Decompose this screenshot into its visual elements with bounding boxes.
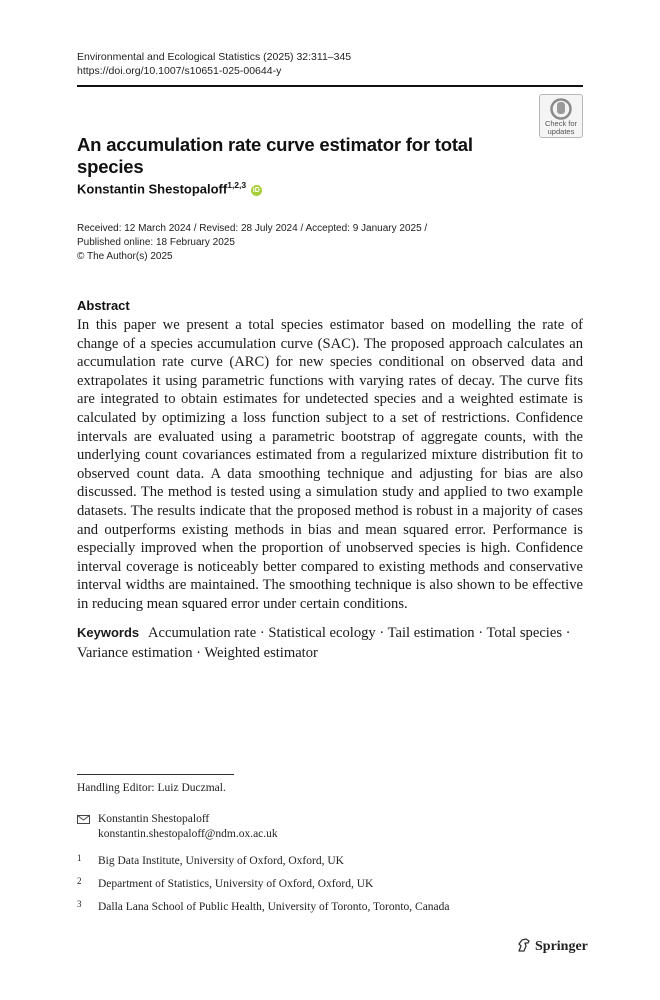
article-history: [77, 222, 427, 264]
springer-horse-icon: [516, 937, 532, 953]
footnote-rule: [77, 774, 234, 775]
orcid-icon[interactable]: iD: [252, 187, 260, 195]
journal-citation: Environmental and Ecological Statistics (2025) 32:311–345: [77, 51, 352, 63]
keywords-heading: Keywords: [77, 625, 140, 640]
author-affiliation-marks: 1,2,3: [227, 180, 247, 190]
affiliation-text: Department of Statistics, University of Oxford, Oxford, UK: [98, 878, 374, 890]
publisher-name: Springer: [535, 939, 588, 954]
check-updates-icon: [548, 98, 574, 120]
handling-editor: Handling Editor: Luiz Duczmal.: [77, 782, 226, 794]
keywords-list: Accumulation rate · Statistical ecology · Tail estimation · Total species · Variance estimation · Weighted estimator: [77, 625, 571, 661]
springer-logo: [516, 937, 588, 955]
affiliation-number: 2: [77, 876, 82, 886]
history-published: Published online: 18 February 2025: [77, 237, 235, 248]
author-name[interactable]: Konstantin Shestopaloff: [77, 181, 228, 197]
check-for-updates-badge[interactable]: [539, 94, 583, 138]
affiliation-number: 3: [77, 899, 82, 909]
journal-header: [77, 50, 351, 78]
affiliation-number: 1: [77, 853, 82, 863]
history-received: Received: 12 March 2024 / Revised: 28 July 2024 / Accepted: 9 January 2025 /: [77, 223, 428, 234]
history-copyright: © The Author(s) 2025: [77, 251, 173, 262]
affiliation-text: Big Data Institute, University of Oxford, Oxford, UK: [98, 855, 344, 867]
badge-label-line1: Check for: [544, 119, 578, 128]
badge-label-line2: updates: [547, 127, 575, 136]
abstract-text: In this paper we present a total species estimator based on modelling the rate of change of a species accumulation curve (SAC). The proposed approach calculates an accumulation rate curve (ARC) for new species conditional on observed data and extrapolates it using parametric functions with varying rates of decay. The curve fits are integrated to obtain estimates for undetected species and a weighted estimate is calculated by optimizing a loss function subject to a set of restrictions. Confidence intervals are evaluated using a parametric bootstrap of aggregate counts, with the underlying count covariances estimated from a regularized mixture distribution fit to observed count data. A data smoothing technique and adjusting for bias are also discussed. The method is tested using a simulation study and applied to two example datasets. The results indicate that the proposed method is robust in a majority of cases and outperforms existing methods in bias and mean squared error. Performance is especially improved when the proportion of unobserved species is high. Confidence interval coverage is noticeably better compared to existing methods and conservative interval widths are maintained. The smoothing technique is also shown to be effective in reducing mean squared error under certain conditions.: [77, 317, 583, 612]
header-rule: [77, 85, 583, 87]
affiliation-3: [77, 901, 450, 913]
corresponding-author: [77, 812, 278, 842]
abstract-heading: Abstract: [77, 298, 130, 313]
contact-name: Konstantin Shestopaloff: [98, 813, 210, 825]
doi-link[interactable]: https://doi.org/10.1007/s10651-025-00644-y: [77, 65, 282, 77]
affiliation-2: [77, 878, 373, 890]
affiliation-text: Dalla Lana School of Public Health, University of Toronto, Toronto, Canada: [98, 901, 450, 913]
envelope-icon: [77, 815, 90, 824]
keywords-block: [77, 623, 583, 663]
contact-email[interactable]: konstantin.shestopaloff@ndm.ox.ac.uk: [98, 828, 278, 840]
author-line: [77, 180, 262, 196]
affiliation-1: [77, 855, 344, 867]
article-title: An accumulation rate curve estimator for total species: [77, 134, 473, 177]
